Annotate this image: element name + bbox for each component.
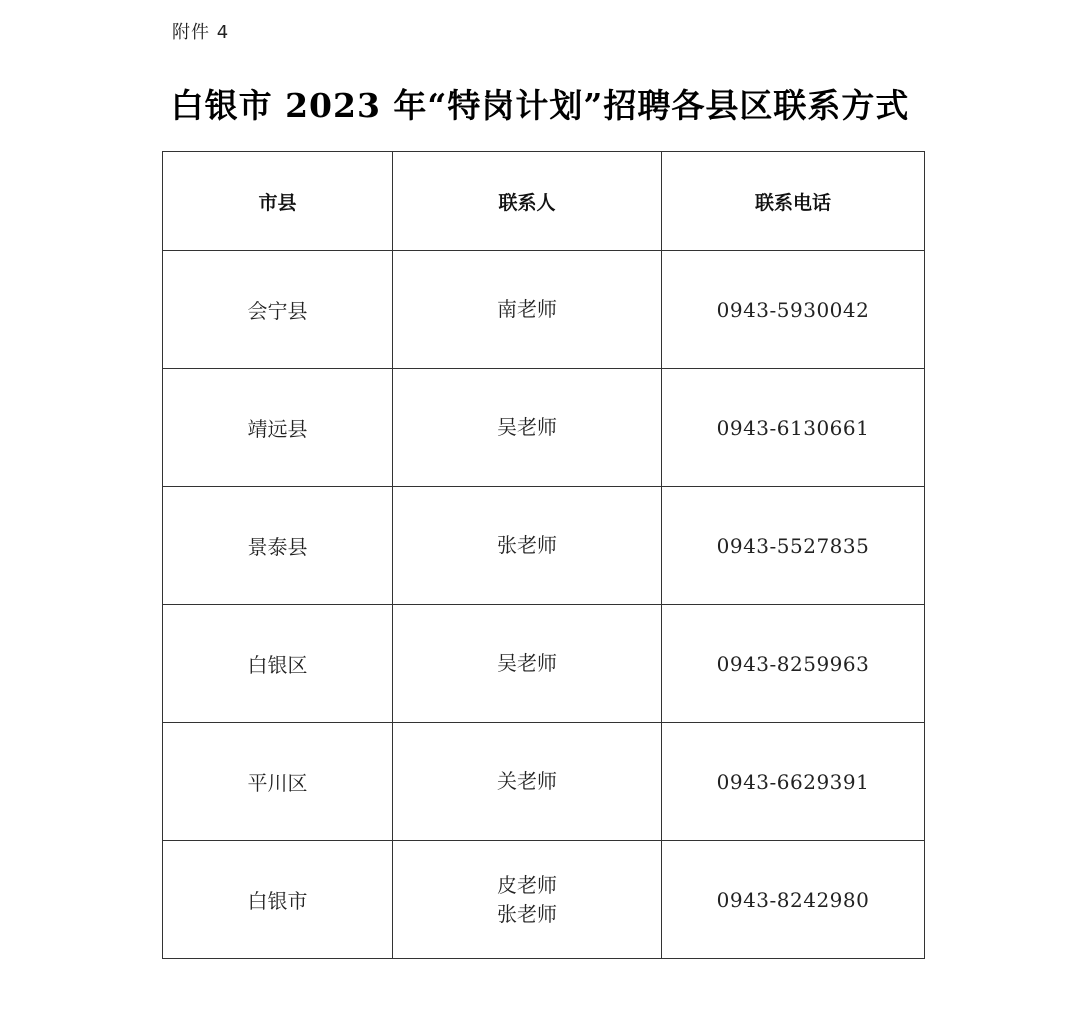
county-cell: 靖远县 bbox=[163, 369, 393, 487]
phone-cell: 0943-6629391 bbox=[662, 723, 925, 841]
phone-cell: 0943-8242980 bbox=[662, 841, 925, 959]
table-row bbox=[163, 723, 925, 841]
phone-cell: 0943-5527835 bbox=[662, 487, 925, 605]
contacts-table bbox=[162, 151, 925, 959]
header-contact: 联系人 bbox=[393, 152, 662, 251]
contact-cell bbox=[393, 487, 662, 605]
contact-cell bbox=[393, 251, 662, 369]
table-row bbox=[163, 841, 925, 959]
county-cell: 白银区 bbox=[163, 605, 393, 723]
header-county: 市县 bbox=[163, 152, 393, 251]
contact-cell bbox=[393, 723, 662, 841]
county-cell: 会宁县 bbox=[163, 251, 393, 369]
table-row bbox=[163, 605, 925, 723]
attachment-label: 附件 4 bbox=[172, 22, 230, 43]
contact-name: 吴老师 bbox=[497, 415, 557, 439]
phone-cell: 0943-8259963 bbox=[662, 605, 925, 723]
contact-name: 张老师 bbox=[497, 901, 557, 926]
county-cell: 景泰县 bbox=[163, 487, 393, 605]
table-body bbox=[163, 251, 925, 959]
header-phone: 联系电话 bbox=[662, 152, 925, 251]
contact-name: 皮老师 bbox=[497, 872, 557, 897]
phone-cell: 0943-5930042 bbox=[662, 251, 925, 369]
table-row bbox=[163, 251, 925, 369]
contact-cell bbox=[393, 369, 662, 487]
contact-cell bbox=[393, 605, 662, 723]
document-title: 白银市 2023 年“特岗计划”招聘各县区联系方式 bbox=[170, 86, 910, 125]
table-header bbox=[163, 152, 925, 251]
table-row bbox=[163, 487, 925, 605]
contact-name: 张老师 bbox=[497, 533, 557, 557]
contact-name: 关老师 bbox=[497, 769, 557, 793]
contact-name: 南老师 bbox=[497, 297, 557, 321]
county-cell: 白银市 bbox=[163, 841, 393, 959]
contact-cell bbox=[393, 841, 662, 959]
table-row bbox=[163, 369, 925, 487]
phone-cell: 0943-6130661 bbox=[662, 369, 925, 487]
county-cell: 平川区 bbox=[163, 723, 393, 841]
header-row bbox=[163, 152, 925, 251]
contact-name: 吴老师 bbox=[497, 651, 557, 675]
